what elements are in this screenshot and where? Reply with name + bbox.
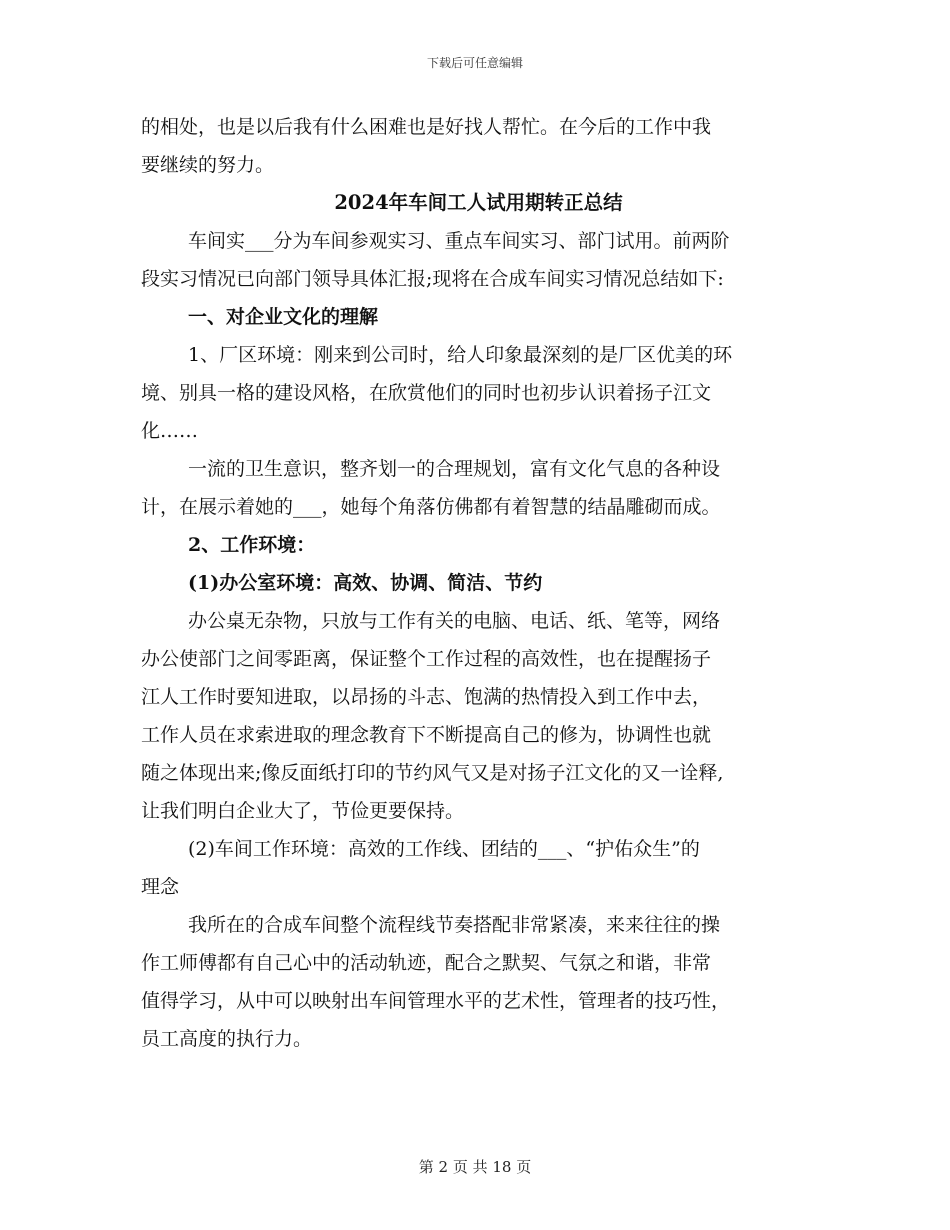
text-line: 我所在的合成车间整个流程线节奏搭配非常紧凑，来来往往的操 — [188, 914, 721, 936]
text-line: 段实习情况已向部门领导具体汇报;现将在合成车间实习情况总结如下: — [141, 268, 724, 290]
text-line: 员工高度的执行力。 — [141, 1028, 313, 1050]
text-line: 1、厂区环境：刚来到公司时，给人印象最深刻的是厂区优美的环 — [188, 344, 733, 366]
text-line: 一流的卫生意识，整齐划一的合理规划，富有文化气息的各种设 — [188, 458, 721, 480]
text-line: 值得学习，从中可以映射出车间管理水平的艺术性，管理者的技巧性， — [141, 990, 731, 1012]
text-line: 作工师傅都有自己心中的活动轨迹，配合之默契、气氛之和谐，非常 — [141, 952, 712, 974]
text-line: 办公使部门之间零距离，保证整个工作过程的高效性，也在提醒扬子 — [141, 648, 712, 670]
text-line: 要继续的努力。 — [141, 154, 275, 176]
text-line: 理念 — [141, 876, 180, 898]
text-line: 化…… — [141, 420, 199, 442]
text-line: 办公桌无杂物，只放与工作有关的电脑、电话、纸、笔等，网络 — [188, 610, 721, 632]
document-title: 2024年车间工人试用期转正总结 — [334, 191, 623, 214]
document-body — [141, 108, 816, 1058]
section-heading: 2、工作环境： — [188, 534, 316, 556]
text-line: 的相处，也是以后我有什么困难也是好找人帮忙。在今后的工作中我 — [141, 116, 712, 138]
text-line: 让我们明白企业大了，节俭更要保持。 — [141, 800, 465, 822]
subsection-heading: (1)办公室环境：高效、协调、简洁、节约 — [188, 572, 543, 594]
text-line: 境、别具一格的建设风格，在欣赏他们的同时也初步认识着扬子江文 — [141, 382, 712, 404]
text-line: 车间实___分为车间参观实习、重点车间实习、部门试用。前两阶 — [188, 230, 730, 252]
text-line: 随之体现出来;像反面纸打印的节约风气又是对扬子江文化的又一诠释, — [141, 762, 724, 784]
text-line: 计，在展示着她的___，她每个角落仿佛都有着智慧的结晶雕砌而成。 — [141, 496, 721, 518]
page-footer: 第 2 页 共 18 页 — [418, 1158, 532, 1176]
page-header: 下载后可任意编辑 — [426, 56, 523, 70]
text-line: 工作人员在求索进取的理念教育下不断提高自己的修为，协调性也就 — [141, 724, 712, 746]
text-line: (2)车间工作环境：高效的工作线、团结的___、“护佑众生”的 — [188, 838, 700, 860]
text-line: 江人工作时要知进取，以昂扬的斗志、饱满的热情投入到工作中去， — [141, 686, 712, 708]
section-heading: 一、对企业文化的理解 — [188, 306, 379, 328]
